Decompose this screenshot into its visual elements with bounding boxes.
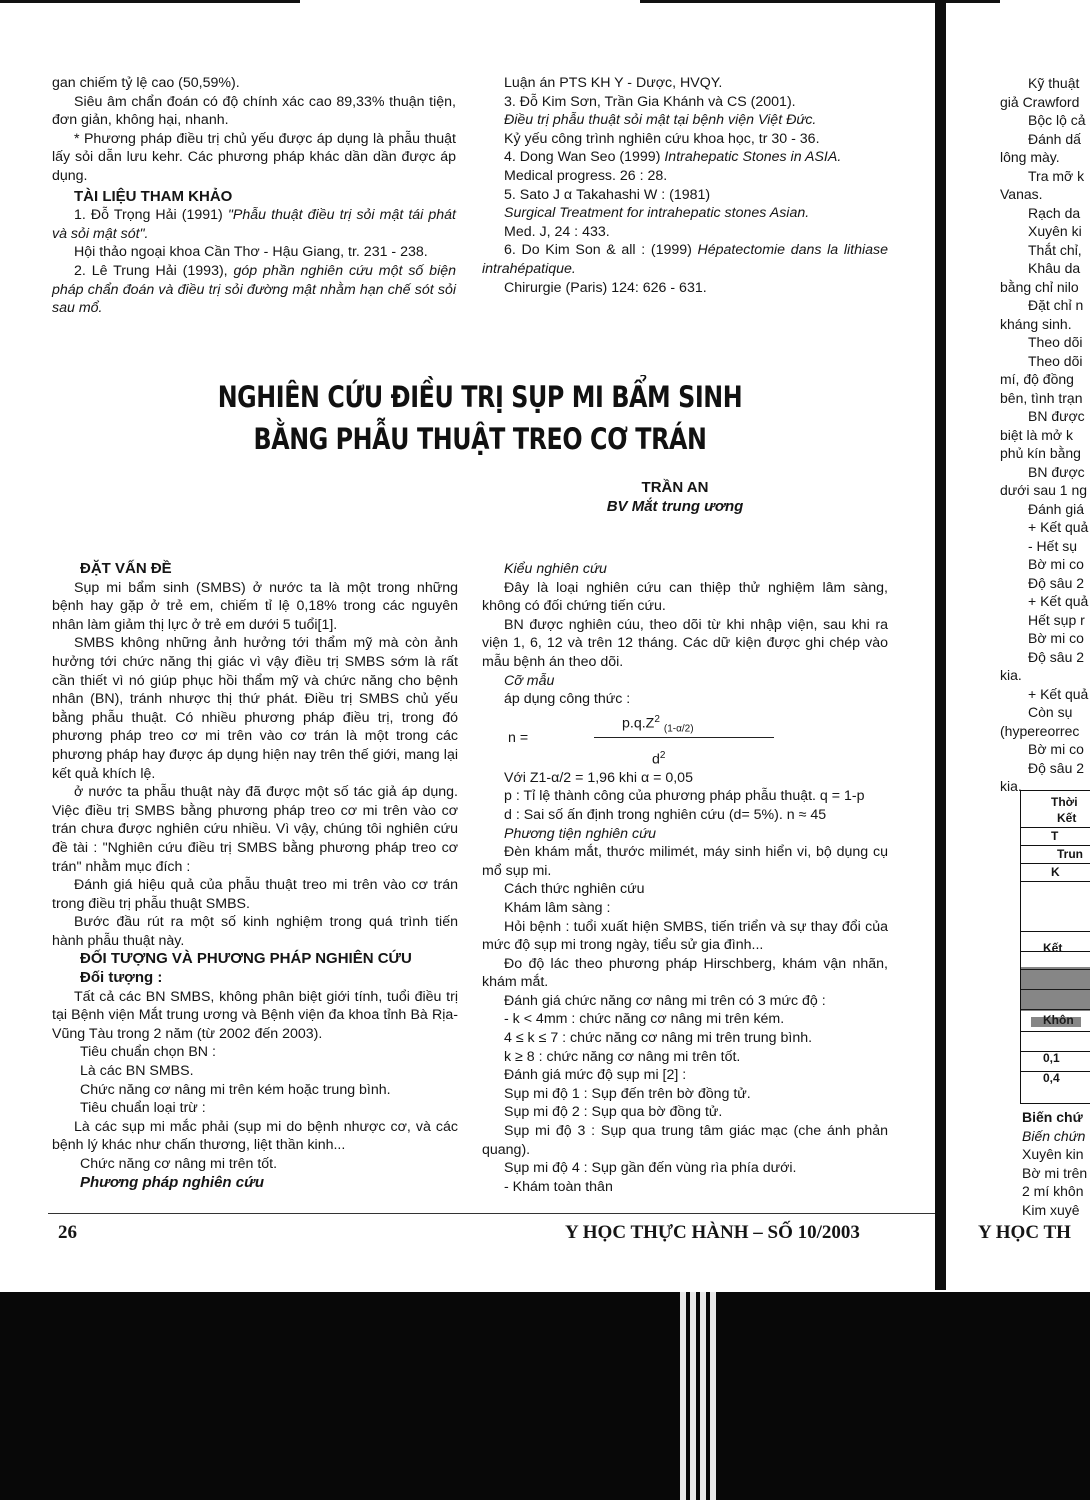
next-page-text-line: Độ sâu 2 xyxy=(1028,648,1085,665)
author-name: TRẦN AN xyxy=(641,479,709,496)
binding-marks xyxy=(0,1292,1090,1500)
reference-3-source: Kỷ yếu công trình nghiên cứu khoa học, tr 30 - 36. xyxy=(504,130,820,147)
author-affiliation: BV Mắt trung ương xyxy=(606,498,744,515)
text-paragraph: Là các sụp mi mắc phải (sụp mi do bệnh nhược cơ, và các bệnh lý khác như chấn thương, liệt thần kinh... xyxy=(52,1118,458,1154)
next-page-text-line: Thắt chỉ, xyxy=(1028,241,1082,258)
next-page-text-line: bên, tình trạn xyxy=(1000,389,1083,406)
reference-6-source: Chirurgie (Paris) 124: 626 - 631. xyxy=(504,279,707,296)
article-left-column xyxy=(52,560,458,1192)
text-line: k ≥ 8 : chức năng cơ nâng mi trên tốt. xyxy=(504,1048,741,1065)
fraction-bar xyxy=(594,737,774,738)
text-line: Tiêu chuẩn loại trừ : xyxy=(80,1100,206,1117)
table-cell: Trun xyxy=(1057,847,1083,861)
next-page-text-line: dưới sau 1 ng xyxy=(1000,482,1088,498)
reference-4: 4. Dong Wan Seo (1999) Intrahepatic Stones in ASIA. xyxy=(504,149,842,166)
text-paragraph: ở nước ta phẫu thuật này đã được một số tác giả áp dụng. Việc điều trị SMBS bằng phương pháp treo cơ mi trên vào cơ trán chưa được nghiên cứu nhiều. Vì vậy, chúng tôi nghiên cứu đề tài : "Nghiên cứu điều trị SMBS bằng phương pháp treo cơ trán" nhằm mục đích : xyxy=(52,784,458,875)
article-mid-column xyxy=(482,560,888,1196)
text-line: - k < 4mm : chức năng cơ nâng mi trên kém. xyxy=(504,1011,785,1028)
next-page-text-line: Xuyên kin xyxy=(1022,1146,1084,1162)
reference-4-source: Medical progress. 26 : 28. xyxy=(504,167,668,184)
text-line: Với Z1-α/2 = 1,96 khi α = 0,05 xyxy=(504,769,693,786)
text-line: Chức năng cơ nâng mi trên tốt. xyxy=(80,1156,278,1172)
text-line: Đánh giá chức năng cơ nâng mi trên có 3 mức độ : xyxy=(504,992,826,1009)
text-line: áp dụng công thức : xyxy=(504,691,631,708)
table-cell: 0,1 xyxy=(1043,1051,1060,1065)
next-page-text-line: Đánh dấ xyxy=(1028,130,1081,147)
table-cell: Kết xyxy=(1057,811,1077,825)
next-page-text-line: Theo dõi xyxy=(1028,334,1083,350)
text-paragraph: Đây là loại nghiên cứu can thiệp thử nghiệm lâm sàng, không có đối chứng tiến cứu. xyxy=(482,579,888,615)
next-page-text-line: - Hết sụ xyxy=(1028,537,1078,554)
reference-1-source: Hội thảo ngoại khoa Cần Thơ - Hậu Giang, tr. 231 - 238. xyxy=(74,244,428,261)
scan-noise xyxy=(1021,967,1090,1011)
next-page-text-line: Độ sâu 2 xyxy=(1028,574,1085,591)
reference-2: 2. Lê Trung Hải (1993), góp phần nghiên cứu một số biện pháp chẩn đoán và điều trị sỏi đường mật nhằm hạn chế sót sỏi sau mổ. xyxy=(52,262,457,317)
section-heading-methods: ĐỐI TƯỢNG VÀ PHƯƠNG PHÁP NGHIÊN CỨU xyxy=(80,950,412,968)
table-rule xyxy=(1021,827,1090,828)
next-page-text-line: Độ sâu 2 xyxy=(1028,759,1085,776)
next-page-text-line: phủ kín bằng xyxy=(1000,445,1081,461)
text-line: Chức năng cơ nâng mi trên kém hoặc trung bình. xyxy=(80,1081,391,1098)
text-paragraph: Sụp mi độ 3 : Sụp qua trung tâm giác mạc (che ánh phản quang). xyxy=(482,1123,888,1158)
text-line: - Khám toàn thân xyxy=(504,1178,613,1195)
next-page-text-line: Đặt chỉ n xyxy=(1028,297,1084,313)
formula-lhs: n = xyxy=(508,729,529,746)
text-paragraph: Đánh giá hiệu quả của phẫu thuật treo mi trên vào cơ trán trong điều trị phẫu thuật SMBS. xyxy=(52,877,458,912)
reference-6: 6. Do Kim Son & all : (1999) Hépatectomie dans la lithiase intrahépatique. xyxy=(482,242,888,277)
next-page-text-line: BN được xyxy=(1028,463,1085,480)
text-paragraph: BN được nghiên cúu, theo dõi từ khi nhập viện, sau khi ra viện 1, 6, 12 và trên 12 tháng. Các dữ kiện được ghi chép vào mẫu bệnh án theo dõi. xyxy=(482,616,888,670)
footer-rule xyxy=(48,1213,938,1214)
table-cell: K xyxy=(1051,865,1060,879)
next-page-text-line: Vanas. xyxy=(1000,186,1043,202)
scan-noise xyxy=(1031,1017,1081,1027)
next-page-text-line: + Kết quả xyxy=(1028,685,1089,702)
next-page-text-line: Xuyên ki xyxy=(1028,223,1082,239)
text-line: Khám lâm sàng : xyxy=(504,899,611,916)
text-paragraph: Bước đầu rút ra một số kinh nghiệm trong quá trình tiến hành phẫu thuật này. xyxy=(52,914,458,949)
formula-numerator: $p.q.Z^2$ $_{(1-\alpha/2)}$ xyxy=(622,713,694,735)
text-line: Sụp mi độ 1 : Sụp đến trên bờ đồng tử. xyxy=(504,1085,751,1102)
prev-article-mid-column xyxy=(482,74,888,297)
reference-5-source: Med. J, 24 : 433. xyxy=(504,223,610,240)
text-line: Tiêu chuẩn chọn BN : xyxy=(80,1044,216,1061)
table-cell: Kết xyxy=(1043,941,1063,955)
next-page-text-line: Theo dõi xyxy=(1028,352,1083,369)
text-line: Cách thức nghiên cứu xyxy=(504,881,645,898)
text-paragraph: Siêu âm chẩn đoán có độ chính xác cao 89,33% thuận tiện, đơn giản, không hại, nhanh. xyxy=(52,93,456,129)
text-line: Luận án PTS KH Y - Dược, HVQY. xyxy=(504,75,723,91)
next-page-text-line: kháng sinh. xyxy=(1000,315,1072,332)
subheading-subjects: Đối tượng : xyxy=(80,969,163,987)
text-line: Sụp mi độ 2 : Sụp qua bờ đồng tử. xyxy=(504,1104,723,1121)
next-page-text-line: giả Crawford xyxy=(1000,93,1080,110)
next-page-text-line: bằng chỉ nilo xyxy=(1000,278,1079,295)
next-page-text-line: Biến chứ xyxy=(1022,1109,1083,1125)
next-page-text-line: BN được xyxy=(1028,408,1085,424)
sample-size-formula xyxy=(482,709,888,769)
text-line: 4 ≤ k ≤ 7 : chức năng cơ nâng mi trên trung bình. xyxy=(504,1030,813,1047)
text-paragraph: Hỏi bệnh : tuổi xuất hiện SMBS, tiến triển và sự thay đổi của mức độ sụp mi trong ngày, tiểu sử gia đình... xyxy=(482,918,888,954)
next-page-text-line: kia. xyxy=(1000,667,1022,683)
title-line-1: NGHIÊN CỨU ĐIỀU TRỊ SỤP MI BẨM SINH xyxy=(217,380,743,414)
text-paragraph: d : Sai số ấn định trong nghiên cứu (d= 5%). n ≈ 45 xyxy=(504,806,827,823)
reference-5-title: Surgical Treatment for intrahepatic stones Asian. xyxy=(504,205,810,222)
next-page-text-line: Kỹ thuật xyxy=(1028,75,1080,91)
text-paragraph: Tất cả các BN SMBS, không phân biệt giới tính, tuổi điều trị tại Bệnh viện Mắt trung ương và Bệnh viện đa khoa tỉnh Bà Rịa-Vũng Tàu trong 2 năm (từ 2002 đến 2003). xyxy=(52,988,458,1042)
table-rule xyxy=(1021,1031,1090,1032)
references-heading: TÀI LIỆU THAM KHẢO xyxy=(74,187,233,205)
next-page-text-line: Tra mỡ k xyxy=(1028,167,1085,184)
reference-3: 3. Đỗ Kim Sơn, Trần Gia Khánh và CS (2001). xyxy=(504,93,796,110)
prev-article-left-column xyxy=(52,74,456,318)
book-spine-shadow xyxy=(935,0,946,1290)
next-page-text-line: (hypereorrec xyxy=(1000,722,1080,739)
next-page-text-line: Kim xuyê xyxy=(1022,1201,1080,1218)
title-line-2: BẰNG PHẪU THUẬT TREO CƠ TRÁN xyxy=(253,422,707,456)
text-paragraph: Đo độ lác theo phương pháp Hirschberg, khám vận nhãn, khám mắt. xyxy=(482,955,888,991)
next-page-text-line: kia. xyxy=(1000,778,1022,794)
next-page-text-line: mí, độ đồng xyxy=(1000,371,1074,387)
text-paragraph: SMBS không những ảnh hưởng tới thẩm mỹ mà còn ảnh hưởng tới chức năng thị giác vì vậy điều trị SMBS sớm là rất cần thiết vì nó giúp phục hồi thẩm mỹ và chức năng cho bệnh nhân (BN), tránh nhược thị thứ phát. Điều trị SMBS chủ yếu bằng phẫu thuật. Có nhiều phương pháp điều trị, trong đó phương pháp treo cơ mi trên vào cơ trán là một trong các phương pháp hay được áp dụng hiện nay trên thế giới, mang lại kết quả khích lệ. xyxy=(52,635,458,782)
subheading: Cỡ mẫu xyxy=(504,672,555,689)
table-rule xyxy=(1021,931,1090,932)
article-title xyxy=(209,376,750,460)
subheading: Phương tiện nghiên cứu xyxy=(504,825,656,842)
text-line: Sụp mi độ 4 : Sụp gần đến vùng rìa phía dưới. xyxy=(504,1160,797,1177)
text-line: Đánh giá mức độ sụp mi [2] : xyxy=(504,1067,687,1084)
journal-name: Y HỌC THỰC HÀNH – SỐ 10/2003 xyxy=(565,1222,860,1243)
reference-3-title: Điều trị phẫu thuật sỏi mật tại bệnh viện Việt Đức. xyxy=(504,112,817,129)
table-cell: 0,4 xyxy=(1043,1071,1060,1085)
reference-5: 5. Sato J α Takahashi W : (1981) xyxy=(504,186,711,203)
table-rule xyxy=(1021,881,1090,882)
next-page-text-line: Bờ mi trên xyxy=(1022,1164,1088,1181)
subheading-methods: Phương pháp nghiên cứu xyxy=(80,1173,264,1191)
text-paragraph: Sụp mi bẩm sinh (SMBS) ở nước ta là một trong những bệnh hay gặp ở trẻ em, chiếm tỉ lệ 0,18% trong các nguyên nhân làm giảm thị lực ở trẻ em dưới 5 tuổi[1]. xyxy=(52,579,458,633)
next-page-text-line: Còn sụ xyxy=(1028,704,1073,720)
next-page-text-line: + Kết quả xyxy=(1028,519,1089,535)
table-rule xyxy=(1021,863,1090,864)
next-page-text-line: Rạch da xyxy=(1028,204,1081,221)
next-page-text-line: Hết sụp r xyxy=(1028,611,1085,628)
section-heading-intro: ĐẶT VẤN ĐỀ xyxy=(80,560,172,577)
table-cell: T xyxy=(1051,829,1059,843)
results-table-fragment xyxy=(1020,790,1090,1104)
next-page-text-line: Bờ mi co xyxy=(1028,630,1084,646)
next-page-text-line: + Kết quả xyxy=(1028,593,1089,609)
next-page-text-line: Bộc lộ cả xyxy=(1028,112,1086,128)
next-page-text-line: Khâu da xyxy=(1028,260,1081,276)
top-edge-left xyxy=(0,0,300,3)
page-number: 26 xyxy=(58,1222,77,1243)
next-page-journal-name: Y HỌC TH xyxy=(978,1222,1071,1243)
table-rule xyxy=(1021,845,1090,846)
next-page-text-line: biệt là mở k xyxy=(1000,426,1073,443)
next-page-text-line: Bờ mi co xyxy=(1028,556,1084,572)
text-line: gan chiếm tỷ lệ cao (50,59%). xyxy=(52,75,240,91)
text-paragraph: * Phương pháp điều trị chủ yếu được áp dụng là phẫu thuật lấy sỏi dẫn lưu kehr. Các phương pháp khác dần dần được áp dụng. xyxy=(52,130,456,184)
next-page-text-line: Biến chứn xyxy=(1022,1127,1086,1144)
next-page-text-line: Bờ mi co xyxy=(1028,741,1084,757)
text-paragraph: Đèn khám mắt, thước milimét, máy sinh hiển vi, bộ dụng cụ mổ sụp mi. xyxy=(482,844,888,879)
text-line: Là các BN SMBS. xyxy=(80,1063,194,1080)
subheading: Kiểu nghiên cứu xyxy=(504,561,607,577)
formula-denominator: $d^2$ xyxy=(652,749,666,768)
next-page-text-line: lông mày. xyxy=(1000,149,1060,165)
next-page-text-line: Đánh giá xyxy=(1028,500,1085,517)
text-paragraph: p : Tỉ lệ thành công của phương pháp phẫu thuật. q = 1-p xyxy=(504,788,865,805)
scan-bottom-edge xyxy=(0,1292,1090,1500)
reference-1: 1. Đỗ Trọng Hải (1991) "Phẫu thuật điều trị sỏi mật tái phát và sỏi mật sót". xyxy=(52,207,456,242)
author-block xyxy=(560,478,790,516)
table-cell: Thời xyxy=(1051,795,1078,809)
next-page-text-line: 2 mí khôn xyxy=(1022,1183,1084,1199)
